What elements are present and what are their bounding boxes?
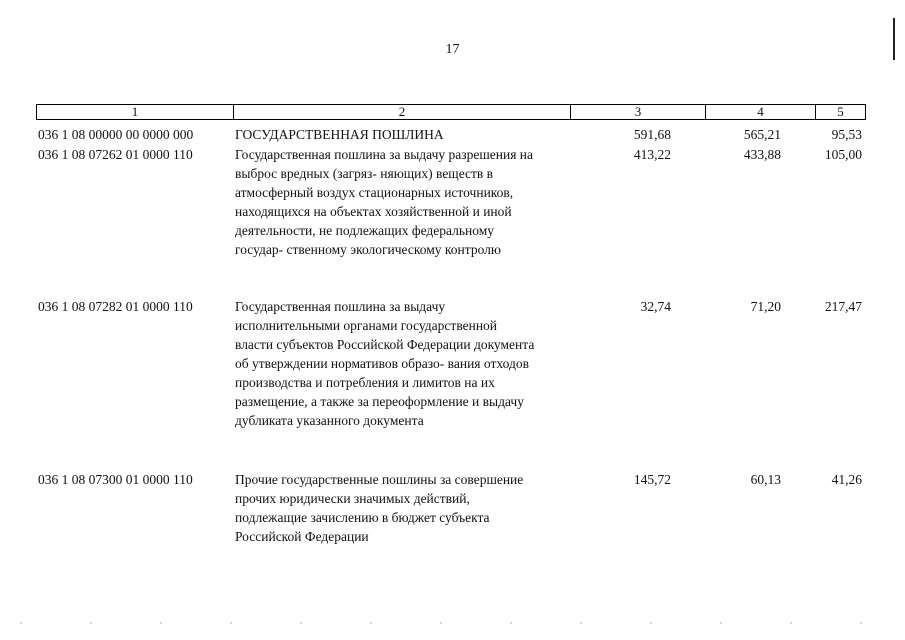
value-col-3: 413,22 bbox=[633, 147, 671, 162]
value-col-3: 145,72 bbox=[633, 472, 671, 487]
row-description: ГОСУДАРСТВЕННАЯ ПОШЛИНА bbox=[235, 127, 444, 142]
value-col-5: 105,00 bbox=[824, 147, 862, 162]
value-col-3: 591,68 bbox=[633, 127, 671, 142]
header-col-3: 3 bbox=[571, 105, 706, 119]
budget-code: 036 1 08 00000 00 0000 000 bbox=[38, 127, 194, 142]
header-col-4: 4 bbox=[706, 105, 816, 119]
header-col-5: 5 bbox=[837, 104, 844, 119]
row-description: Государственная пошлина за выдачу исполнительными органами государственной власти субъектов Российской Федерации документа об утверждении нормативов образо- вания отходов производства и потребления и лимитов на их размещение, а также за переоформление и выдачу дубликата указанного документа bbox=[235, 299, 535, 428]
table-header bbox=[36, 104, 866, 120]
scan-artifact bbox=[20, 622, 890, 624]
margin-rule bbox=[893, 18, 895, 60]
value-col-4: 565,21 bbox=[743, 127, 781, 142]
value-col-4: 433,88 bbox=[743, 147, 781, 162]
budget-code: 036 1 08 07282 01 0000 110 bbox=[38, 299, 193, 314]
header-col-1: 1 bbox=[37, 105, 234, 119]
budget-code: 036 1 08 07300 01 0000 110 bbox=[38, 472, 193, 487]
value-col-5: 217,47 bbox=[824, 299, 862, 314]
row-description: Прочие государственные пошлины за совершение прочих юридически значимых действий, подлежащие зачислению в бюджет субъекта Российской Федерации bbox=[235, 472, 524, 544]
value-col-5: 41,26 bbox=[831, 472, 862, 487]
value-col-4: 71,20 bbox=[750, 299, 781, 314]
page-number: 17 bbox=[445, 42, 460, 57]
value-col-3: 32,74 bbox=[640, 299, 671, 314]
value-col-5: 95,53 bbox=[831, 127, 862, 142]
header-col-2: 2 bbox=[234, 105, 571, 119]
budget-code: 036 1 08 07262 01 0000 110 bbox=[38, 147, 193, 162]
row-description: Государственная пошлина за выдачу разрешения на выброс вредных (загряз- няющих) веществ в атмосферный воздух стационарных источников, находящихся на объектах хозяйственной и иной деятельности, не подлежащих федеральному государ- ственному экологическому контролю bbox=[235, 147, 533, 257]
value-col-4: 60,13 bbox=[750, 472, 781, 487]
